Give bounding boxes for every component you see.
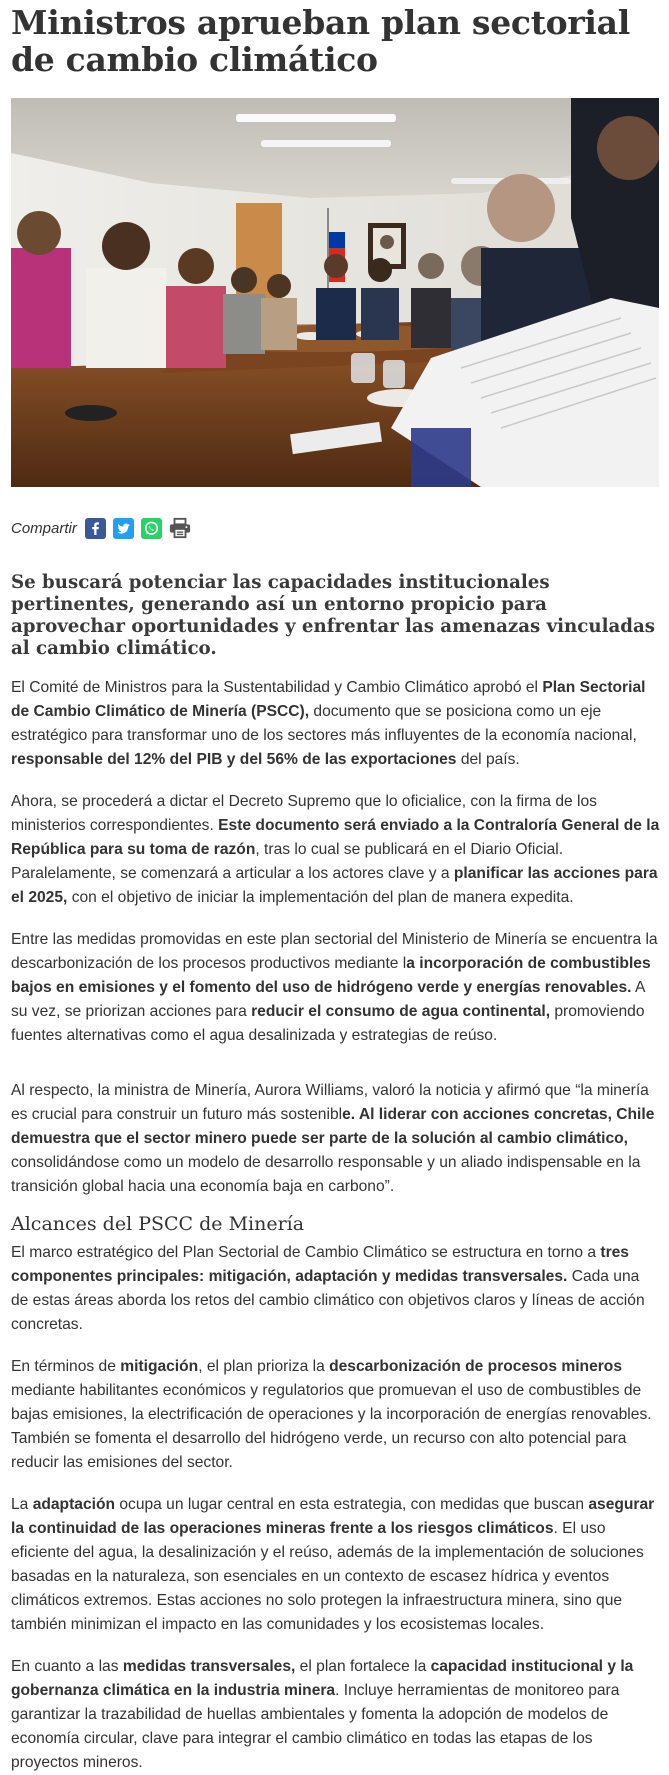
article bbox=[0, 2, 669, 1775]
text-run: el plan fortalece la bbox=[295, 1658, 431, 1675]
text-run: En cuanto a las bbox=[11, 1658, 123, 1675]
bold-run: adaptación bbox=[32, 1496, 116, 1513]
text-run: , tras lo cual se publicará en el Diario Oficial. Paralelamente, se comenzará a articular a los actores clave y a bbox=[11, 841, 564, 882]
bold-run: Plan Sectorial de Cambio Climático de Minería (PSCC), bbox=[11, 679, 646, 720]
text-run: , el plan prioriza la bbox=[198, 1358, 330, 1375]
article-lead: Se buscará potenciar las capacidades institucionales pertinentes, generando así un entorno propicio para aprovechar oportunidades y enfrentar las amenazas vinculadas al cambio climático. bbox=[11, 572, 656, 659]
share-label: Compartir bbox=[11, 519, 77, 537]
text-run: consolidándose como un modelo de desarrollo responsable y un aliado indispensable en la transición global hacia una economía baja en carbono”. bbox=[11, 1154, 641, 1195]
text-run: . El uso eficiente del agua, la desalinización y el reúso, además de la implementación de soluciones basadas en la naturaleza, son esenciales en un contexto de escasez hídrica y eventos climáticos extremos. Estas acciones no solo protegen la infraestructura minera, sino que también minimizan el impacto en las comunidades y los ecosistemas locales. bbox=[11, 1520, 644, 1633]
paragraph-3 bbox=[11, 928, 660, 1048]
text-run: Entre las medidas promovidas en este plan sectorial del Ministerio de Minería se encuentra la descarbonización de los procesos productivos mediante l bbox=[11, 931, 658, 972]
bold-run: mitigación bbox=[120, 1358, 199, 1375]
text-run: mediante habilitantes económicos y regulatorios que promuevan el uso de combustibles de bajas emisiones, la electrificación de operaciones y la incorporación de energías renovables. También se fomenta el desarrollo del hidrógeno verde, un recurso con alto potencial para reducir las emisiones del sector. bbox=[11, 1382, 652, 1471]
bold-run: reducir el consumo de agua continental, bbox=[251, 1003, 551, 1020]
bold-run: Este documento será enviado a la Contraloría General de la República para su toma de razón bbox=[11, 817, 660, 858]
text-run: La bbox=[11, 1496, 33, 1513]
text-run: Al respecto, la ministra de Minería, Aurora Williams, valoró la noticia y afirmó que “la minería es crucial para construir un futuro más sostenibl bbox=[11, 1082, 649, 1123]
text-run: El marco estratégico del Plan Sectorial de Cambio Climático se estructura en torno a bbox=[11, 1244, 601, 1261]
twitter-icon[interactable] bbox=[113, 517, 135, 539]
bold-run: asegurar la continuidad de las operaciones mineras frente a los riesgos climáticos bbox=[11, 1496, 655, 1537]
whatsapp-icon[interactable] bbox=[141, 517, 163, 539]
bold-run: e. Al liderar con acciones concretas, Chile demuestra que el sector minero puede ser parte de la solución al cambio climático, bbox=[11, 1106, 655, 1147]
bold-run: medidas transversales, bbox=[122, 1658, 296, 1675]
bold-run: planificar las acciones para el 2025, bbox=[11, 865, 658, 906]
paragraph-6 bbox=[11, 1355, 660, 1475]
paragraph-4 bbox=[11, 1079, 660, 1199]
hero-photo bbox=[11, 98, 659, 487]
text-run: En términos de bbox=[11, 1358, 121, 1375]
bold-run: capacidad institucional y la gobernanza climática en la industria minera bbox=[11, 1658, 634, 1699]
bold-run: responsable del 12% del PIB y del 56% de las exportaciones bbox=[11, 751, 457, 768]
facebook-icon[interactable] bbox=[85, 517, 107, 539]
share-bar bbox=[11, 515, 660, 541]
bold-run: descarbonización de procesos mineros bbox=[329, 1358, 623, 1375]
meeting-photo-illustration bbox=[11, 98, 659, 487]
print-icon[interactable] bbox=[169, 517, 191, 539]
paragraph-5 bbox=[11, 1241, 660, 1337]
text-run: documento que se posiciona como un eje estratégico para transformar uno de los sectores más influyentes de la economía nacional, bbox=[11, 703, 637, 744]
text-run: Cada una de estas áreas aborda los retos del cambio climático con objetivos claros y líneas de acción concretas. bbox=[11, 1268, 645, 1333]
bold-run: a incorporación de combustibles bajos en emisiones y el fomento del uso de hidrógeno verde y energías renovables. bbox=[11, 955, 651, 996]
paragraph-1 bbox=[11, 676, 660, 772]
paragraph-8 bbox=[11, 1655, 660, 1775]
text-run: con el objetivo de iniciar la implementación del plan de manera expedita. bbox=[67, 889, 574, 906]
paragraph-2 bbox=[11, 790, 660, 910]
text-run: promoviendo fuentes alternativas como el agua desalinizada y estrategias de reúso. bbox=[11, 1003, 645, 1044]
bold-run: tres componentes principales: mitigación, adaptación y medidas transversales. bbox=[11, 1244, 629, 1285]
text-run: ocupa un lugar central en esta estrategia, con medidas que buscan bbox=[115, 1496, 589, 1513]
text-run: A su vez, se priorizan acciones para bbox=[11, 979, 645, 1020]
text-run: . Incluye herramientas de monitoreo para garantizar la trazabilidad de huellas ambientales y fomenta la adopción de modelos de economía circular, clave para integrar el cambio climático en todas las etapas de los proyectos mineros. bbox=[11, 1682, 620, 1771]
paragraph-7 bbox=[11, 1493, 660, 1637]
text-run: El Comité de Ministros para la Sustentabilidad y Cambio Climático aprobó el bbox=[11, 679, 543, 696]
text-run: del país. bbox=[456, 751, 520, 768]
section-heading: Alcances del PSCC de Minería bbox=[11, 1213, 305, 1235]
article-title: Ministros aprueban plan sectorial de cambio climático bbox=[11, 3, 630, 79]
text-run: Ahora, se procederá a dictar el Decreto Supremo que lo oficialice, con la firma de los ministerios correspondientes. bbox=[11, 793, 597, 834]
